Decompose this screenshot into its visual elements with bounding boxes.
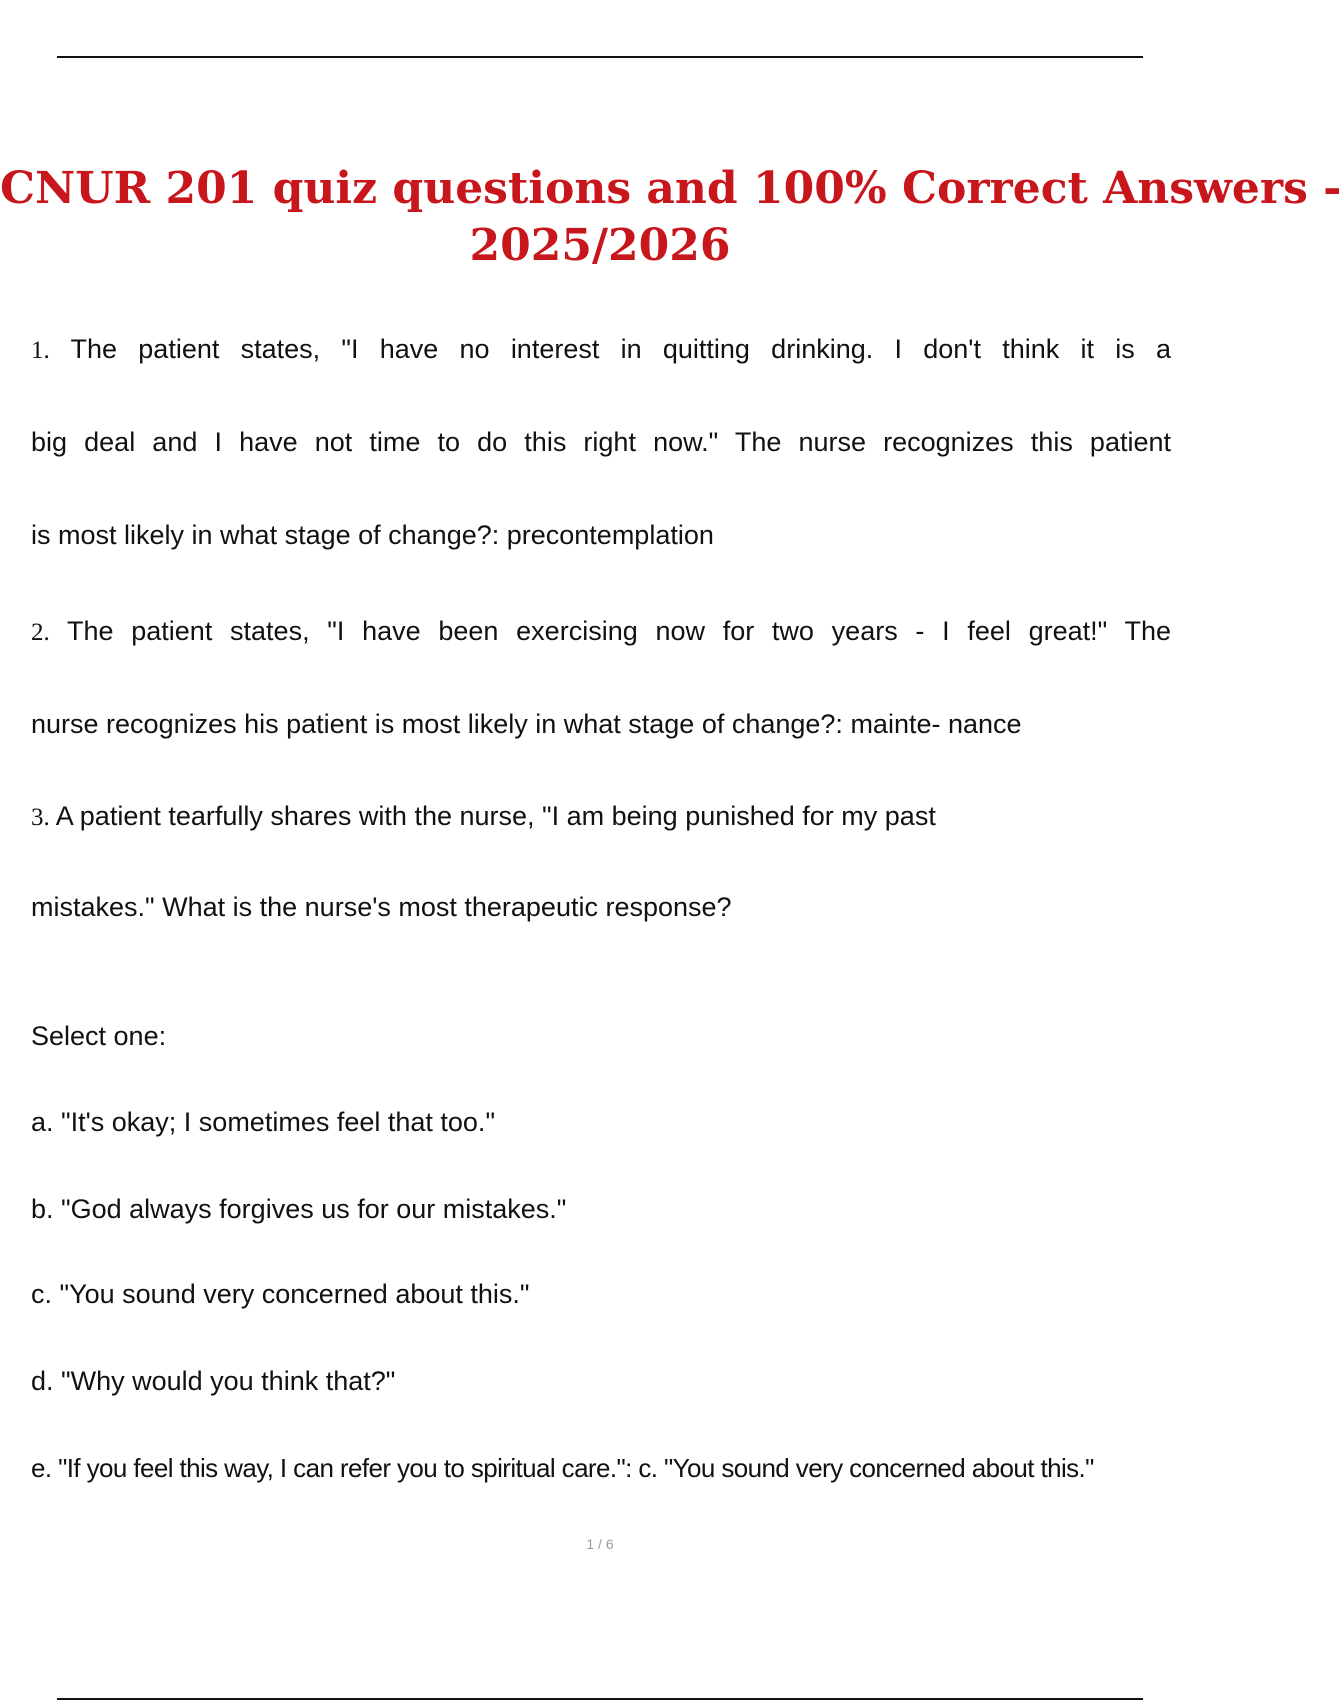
question-2-number: 2.	[31, 619, 50, 646]
question-1-line-1	[31, 331, 1171, 369]
question-3-number: 3.	[31, 804, 50, 831]
question-3-line-1	[31, 798, 936, 836]
question-2-line-2: nurse recognizes his patient is most likely in what stage of change?: mainte- nance	[31, 709, 1022, 739]
question-1-line-3: is most likely in what stage of change?: precontemplation	[31, 520, 714, 550]
title-line-2: 2025/2026	[469, 220, 731, 271]
page-number: 1 / 6	[586, 1536, 614, 1552]
option-d: d. "Why would you think that?"	[31, 1366, 396, 1396]
select-one-prompt: Select one:	[31, 1021, 167, 1051]
option-c: c. "You sound very concerned about this."	[31, 1279, 530, 1309]
question-1-line-2: big deal and I have not time to do this right now." The nurse recognizes this patient	[31, 427, 1171, 457]
option-a: a. "It's okay; I sometimes feel that too."	[31, 1107, 496, 1137]
title-line-1: CNUR 201 quiz questions and 100% Correct Answers -	[0, 163, 1341, 214]
question-3-line-2: mistakes." What is the nurse's most therapeutic response?	[31, 892, 732, 922]
question-2-text-1: The patient states, "I have been exercising now for two years - I feel great!" The	[67, 616, 1172, 646]
question-1-number: 1.	[31, 337, 50, 364]
option-e: e. "If you feel this way, I can refer you to spiritual care.": c. "You sound very concerned about this."	[31, 1453, 1094, 1483]
top-rule	[57, 56, 1143, 58]
document-title	[0, 160, 1341, 274]
question-1-text-1: The patient states, "I have no interest in quitting drinking. I don't think it is a	[70, 334, 1171, 364]
question-2-line-1	[31, 613, 1171, 651]
question-3-text-1: A patient tearfully shares with the nurse, "I am being punished for my past	[55, 801, 936, 831]
option-b: b. "God always forgives us for our mistakes."	[31, 1194, 567, 1224]
